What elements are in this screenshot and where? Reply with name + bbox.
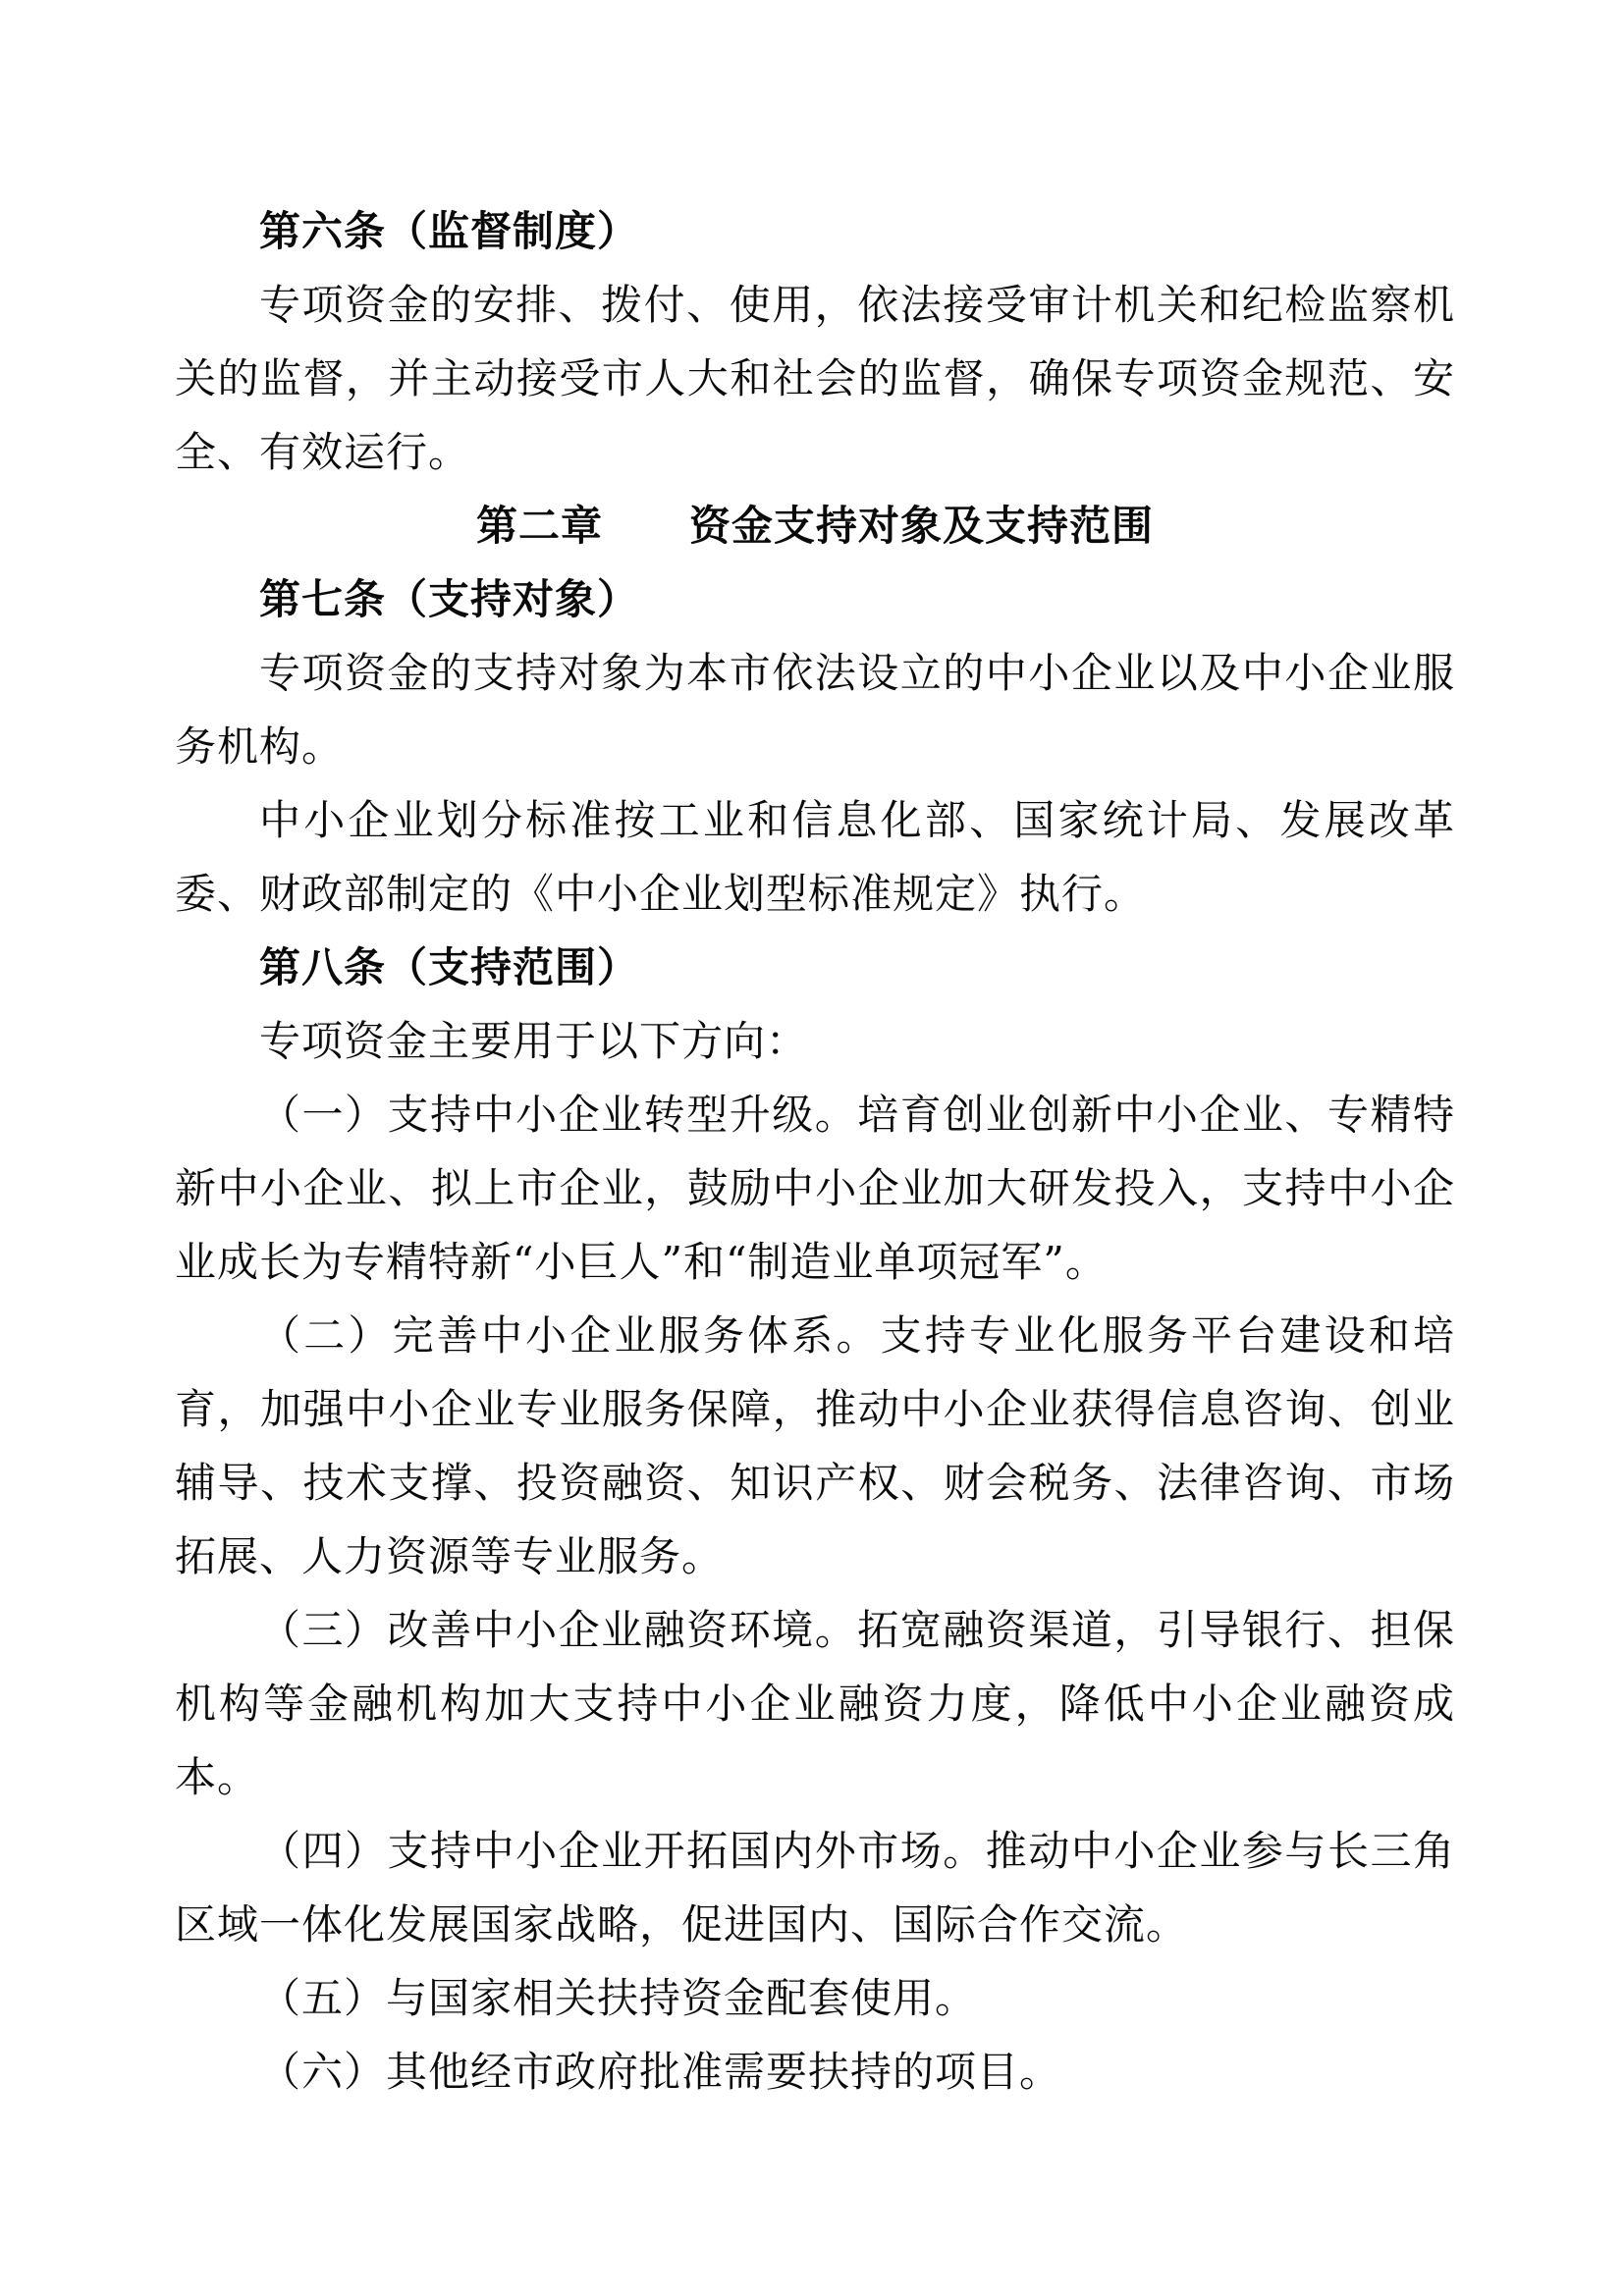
list-item: （一）支持中小企业转型升级。培育创业创新中小企业、专精特新中小企业、拟上市企业，鼓励中小企业加大研发投入，支持中小企业成长为专精特新“小巨人”和“制造业单项冠军”。: [175, 1091, 1455, 1286]
paragraph: 中小企业划分标准按工业和信息化部、国家统计局、发展改革委、财政部制定的《中小企业划型标准规定》执行。: [175, 796, 1455, 918]
list-item: （四）支持中小企业开拓国内外市场。推动中小企业参与长三角区域一体化发展国家战略，促进国内、国际合作交流。: [175, 1827, 1455, 1949]
chapter-title: 资金支持对象及支持范围: [689, 502, 1155, 550]
article-heading: 第八条（支持范围）: [259, 943, 640, 991]
paragraph: 专项资金的支持对象为本市依法设立的中小企业以及中小企业服务机构。: [175, 649, 1455, 771]
list-item: （三）改善中小企业融资环境。拓宽融资渠道，引导银行、担保机构等金融机构加大支持中小企业融资力度，降低中小企业融资成本。: [175, 1606, 1455, 1801]
paragraph: 专项资金的安排、拨付、使用，依法接受审计机关和纪检监察机关的监督，并主动接受市人大和社会的监督，确保专项资金规范、安全、有效运行。: [175, 281, 1455, 476]
paragraph: 专项资金主要用于以下方向：: [259, 1017, 809, 1065]
list-item: （二）完善中小企业服务体系。支持专业化服务平台建设和培育，加强中小企业专业服务保障，推动中小企业获得信息咨询、创业辅导、技术支撑、投资融资、知识产权、财会税务、法律咨询、市场拓展、人力资源等专业服务。: [175, 1311, 1455, 1580]
article-heading: 第六条（监督制度）: [259, 207, 640, 255]
chapter-heading: [175, 489, 1455, 562]
document-body: [175, 194, 1455, 2109]
list-item: （六）其他经市政府批准需要扶持的项目。: [259, 2048, 1062, 2096]
article-heading: 第七条（支持对象）: [259, 575, 640, 623]
list-item: （五）与国家相关扶持资金配套使用。: [259, 1974, 978, 2022]
chapter-number: 第二章: [475, 502, 603, 550]
